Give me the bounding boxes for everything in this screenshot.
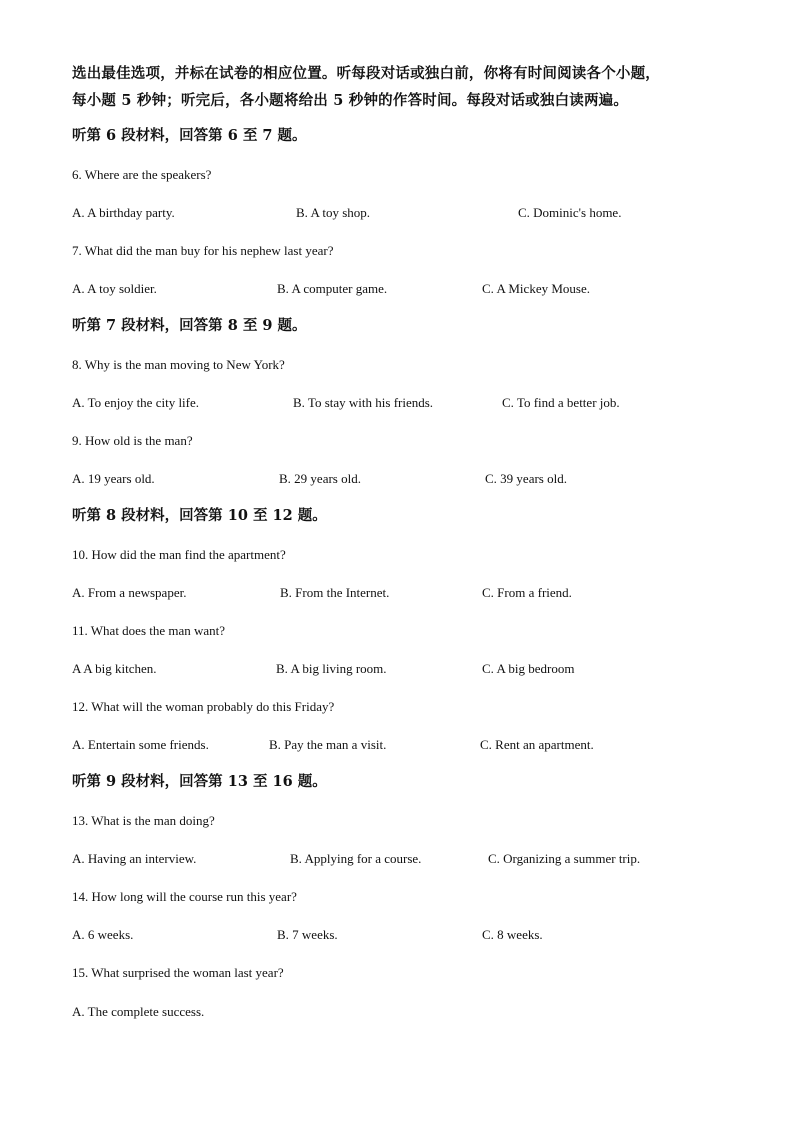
question-text: 9. How old is the man? xyxy=(72,433,193,448)
question-text: 7. What did the man buy for his nephew last year? xyxy=(72,243,334,258)
section-heading: 听第 6 段材料，回答第 6 至 7 题。 xyxy=(72,127,307,144)
option-a[interactable]: A. 6 weeks. xyxy=(72,927,134,942)
option-a[interactable]: A. From a newspaper. xyxy=(72,585,187,600)
question-text: 8. Why is the man moving to New York? xyxy=(72,357,285,372)
question-text: 11. What does the man want? xyxy=(72,623,226,638)
option-c[interactable]: C. Dominic's home. xyxy=(518,205,622,220)
option-c[interactable]: C. From a friend. xyxy=(482,585,572,600)
option-a[interactable]: A A big kitchen. xyxy=(72,661,157,676)
option-c[interactable]: C. 39 years old. xyxy=(485,471,567,486)
option-a[interactable]: A. Having an interview. xyxy=(72,851,197,866)
option-b[interactable]: B. 29 years old. xyxy=(279,471,361,486)
option-b[interactable]: B. A big living room. xyxy=(276,661,387,676)
option-c[interactable]: C. A Mickey Mouse. xyxy=(482,281,590,296)
question-text: 15. What surprised the woman last year? xyxy=(72,965,284,980)
option-c[interactable]: C. Organizing a summer trip. xyxy=(488,851,641,866)
question-text: 6. Where are the speakers? xyxy=(72,167,212,182)
option-c[interactable]: C. A big bedroom xyxy=(482,661,575,676)
option-a[interactable]: A. Entertain some friends. xyxy=(72,737,209,752)
option-b[interactable]: B. 7 weeks. xyxy=(277,927,338,942)
option-b[interactable]: B. A toy shop. xyxy=(296,205,371,220)
option-b[interactable]: B. Pay the man a visit. xyxy=(269,737,387,752)
question-text: 10. How did the man find the apartment? xyxy=(72,547,286,562)
option-c[interactable]: C. To find a better job. xyxy=(502,395,620,410)
option-b[interactable]: B. A computer game. xyxy=(277,281,388,296)
option-a[interactable]: A. 19 years old. xyxy=(72,471,155,486)
section-heading: 听第 7 段材料，回答第 8 至 9 题。 xyxy=(72,317,307,334)
instructions-line: 每小题 5 秒钟；听完后，各小题将给出 5 秒钟的作答时间。每段对话或独白读两遍。 xyxy=(72,92,629,109)
question-text: 14. How long will the course run this year? xyxy=(72,889,297,904)
option-a[interactable]: A. A toy soldier. xyxy=(72,281,157,296)
section-heading: 听第 9 段材料，回答第 13 至 16 题。 xyxy=(72,773,327,790)
question-text: 12. What will the woman probably do this Friday? xyxy=(72,699,335,714)
instructions-paragraph xyxy=(72,60,732,114)
instructions-line: 选出最佳选项，并标在试卷的相应位置。听每段对话或独白前，你将有时间阅读各个小题， xyxy=(72,65,660,82)
option-c[interactable]: C. 8 weeks. xyxy=(482,927,543,942)
option-b[interactable]: B. To stay with his friends. xyxy=(293,395,434,410)
option-a[interactable]: A. To enjoy the city life. xyxy=(72,395,200,410)
option-b[interactable]: B. Applying for a course. xyxy=(290,851,422,866)
question-text: 13. What is the man doing? xyxy=(72,813,215,828)
option-c[interactable]: C. Rent an apartment. xyxy=(480,737,594,752)
section-heading: 听第 8 段材料，回答第 10 至 12 题。 xyxy=(72,507,327,524)
option-b[interactable]: B. From the Internet. xyxy=(280,585,390,600)
option-a[interactable]: A. A birthday party. xyxy=(72,205,175,220)
option-a[interactable]: A. The complete success. xyxy=(72,1004,205,1019)
